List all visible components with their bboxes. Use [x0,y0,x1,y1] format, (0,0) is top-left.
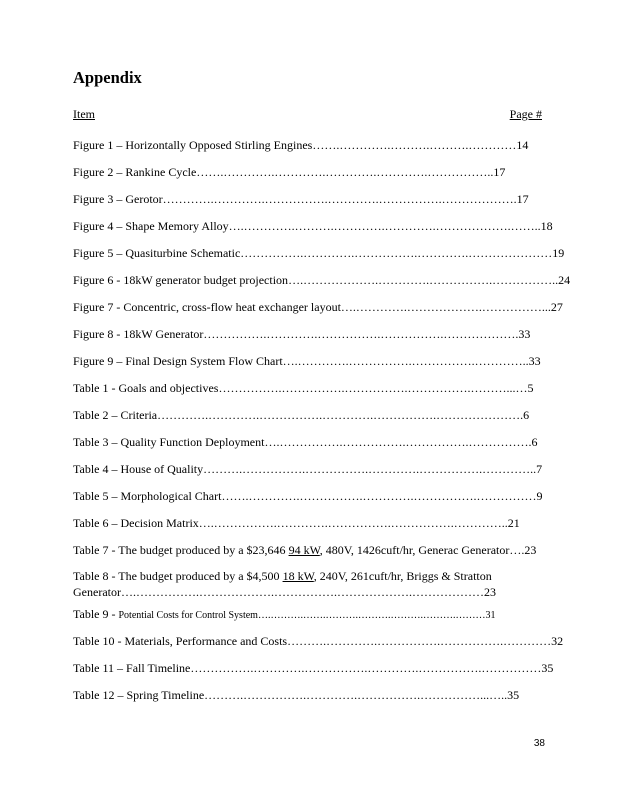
toc-entry-label: Figure 5 – Quasiturbine Schematic [73,246,241,260]
toc-entry-table-11 [73,661,554,676]
toc-entry-label-tail: , 480V, 1426cuft/hr, Generac Generator [319,543,510,557]
toc-entry-label: Figure 9 – Final Design System Flow Chart [73,354,283,368]
toc-entry-table-5 [73,489,543,504]
toc-page-number: 35 [541,661,554,675]
toc-leader-dots: ……….…………….………….…………….……………...….. [204,688,508,702]
toc-page-number: 6 [523,408,530,422]
toc-leader-dots: ….…………….…………….…………….……………. [264,435,532,449]
toc-entry-label: Figure 3 – Gerotor [73,192,163,206]
toc-entry-label-continued: Generator [73,585,121,599]
toc-page-number: 31 [485,610,496,621]
toc-entry-label: Table 3 – Quality Function Deployment [73,435,265,449]
toc-leader-dots: …. [509,543,525,557]
toc-entry-figure-2 [73,165,543,180]
toc-leader-dots: ….………….…………….…………….………….. [282,354,529,368]
toc-entry-figure-5 [73,246,565,261]
toc-entry-label: Figure 4 – Shape Memory Alloy [73,219,229,233]
toc-entry-table-7 [73,543,543,558]
toc-entry-figure-6 [73,273,571,288]
toc-entry-label: Table 6 – Decision Matrix [73,516,199,530]
toc-page-number: 18 [540,219,553,233]
toc-entry-label-underlined: 94 kW [288,543,320,557]
page-number: 38 [533,738,545,749]
toc-leader-dots: …………….………….…………….…………….………………. [203,327,519,341]
toc-entry-label: Figure 6 - 18kW generator budget projection [73,273,289,287]
toc-entry-table-8 [73,568,543,600]
toc-entry-label-prefix: Table 9 - [73,607,119,621]
toc-entry-label: Figure 8 - 18kW Generator [73,327,204,341]
toc-entry-label: Table 2 – Criteria [73,408,158,422]
toc-entry-figure-1 [73,138,543,153]
toc-entry-figure-7 [73,300,563,315]
toc-leader-dots: …….………….………….………….………….…………….. [196,165,494,179]
toc-entry-label: Table 11 – Fall Timeline [73,661,191,675]
item-column-header: Item [73,107,95,121]
toc-leader-dots: …….………….……….……….………… [312,138,517,152]
toc-page-number: 32 [551,634,564,648]
toc-entry-table-4 [73,462,543,477]
toc-entry-figure-3 [73,192,543,207]
toc-page-number: 21 [507,516,520,530]
toc-leader-dots: ….…………….……………….…………….……………….……………… [120,585,484,599]
toc-entry-label-tail: , 240V, 261cuft/hr, Briggs & Stratton [313,569,492,583]
toc-entry-table-10 [73,634,564,649]
toc-leader-dots: ….……….…….……….……….……….……….……… [257,610,486,621]
toc-page-number: 19 [552,246,565,260]
toc-page-number: 17 [493,165,506,179]
toc-entry-figure-8 [73,327,543,342]
toc-leader-dots: ……….…………….…………….………….…………….………….. [203,462,537,476]
toc-entry-table-1 [73,381,543,396]
toc-leader-dots: ……….………….…………….…………….………… [287,634,552,648]
toc-page-number: 7 [536,462,543,476]
toc-leader-dots: ….……………….………….…………….…………….. [288,273,559,287]
toc-page-number: 27 [550,300,563,314]
toc-page-number: 23 [483,585,496,599]
toc-entry-label: Figure 1 – Horizontally Opposed Stirling Engines [73,138,313,152]
toc-page-number: 24 [558,273,571,287]
toc-leader-dots: ………….………….…………….………….…………….…………………. [157,408,524,422]
toc-entry-label: Figure 2 – Rankine Cycle [73,165,197,179]
toc-entry-label: Table 5 – Morphological Chart [73,489,222,503]
toc-entry-table-2 [73,408,543,423]
toc-leader-dots: …………….…………….…………….…………….………...… [218,381,528,395]
toc-entry-label: Table 10 - Materials, Performance and Costs [73,634,288,648]
toc-entry-table-3 [73,435,543,450]
toc-page-number: 33 [528,354,541,368]
toc-entry-figure-4 [73,219,553,234]
toc-entry-label: Table 7 - The budget produced by a $23,646 [73,543,289,557]
toc-leader-dots: …………….………….…………….………….…………….…………… [190,661,542,675]
toc-leader-dots: …………….………….…………….………….………………… [240,246,553,260]
toc-leader-dots: ………….………….…………….………….…………….………………. [162,192,517,206]
toc-page-number: 14 [516,138,529,152]
toc-entry-table-12 [73,688,543,703]
toc-leader-dots: ….………….……….………….………….……………….…….. [228,219,541,233]
toc-entry-table-6 [73,516,543,531]
toc-page-number: 5 [527,381,534,395]
toc-leader-dots: ….…………….………….…………….…………….………….. [198,516,508,530]
toc-leader-dots: ….………….……………….……………... [340,300,551,314]
toc-page-number: 33 [518,327,531,341]
page-column-header: Page # [509,107,542,121]
toc-entry-figure-9 [73,354,543,369]
toc-page-number: 9 [536,489,543,503]
toc-page-number: 17 [516,192,529,206]
toc-entry-label: Table 12 – Spring Timeline [73,688,205,702]
toc-page-number: 6 [531,435,538,449]
toc-entry-label: Table 4 – House of Quality [73,462,204,476]
toc-entry-label: Table 8 - The budget produced by a $4,500 [73,569,283,583]
appendix-heading: Appendix [73,68,142,87]
toc-entry-table-9 [73,607,543,622]
toc-entry-label: Table 1 - Goals and objectives [73,381,219,395]
toc-page-number: 35 [507,688,520,702]
toc-page-number: 23 [524,543,537,557]
toc-entry-label-underlined: 18 kW [282,569,314,583]
toc-entry-label: Potential Costs for Control System [118,610,258,621]
toc-entry-label: Figure 7 - Concentric, cross-flow heat exchanger layout [73,300,341,314]
toc-leader-dots: …….………….…………….………….…………….…………… [221,489,537,503]
